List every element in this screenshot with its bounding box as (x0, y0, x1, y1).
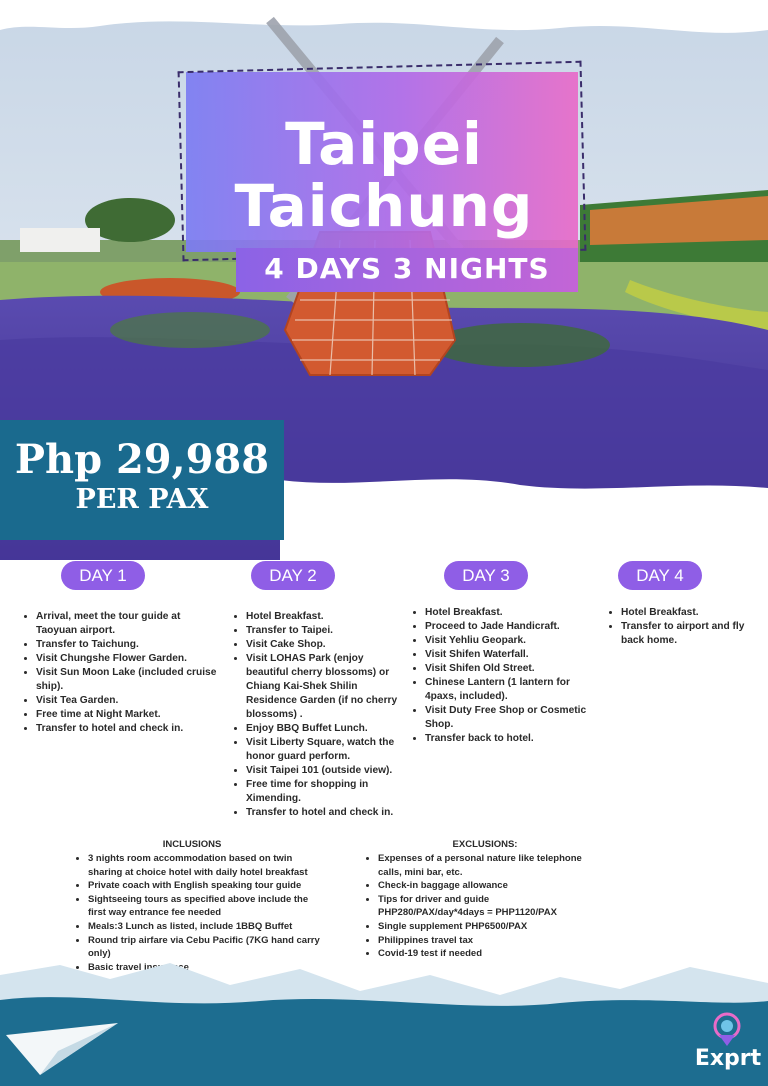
title-line-2: Taichung (234, 172, 534, 240)
list-item: • Covid-19 test if needed (378, 947, 588, 961)
list-item: • Chinese Lantern (1 lantern for 4paxs, included). (425, 676, 588, 704)
list-item: • Visit LOHAS Park (enjoy beautiful cherry blossoms) or Chiang Kai-Shek Shilin Residence Garden (if no cherry blossoms) . (246, 652, 398, 722)
list-item: • Transfer to Taichung. (36, 638, 224, 652)
list-item: • Visit Shifen Waterfall. (425, 648, 588, 662)
price-unit: PER PAX (75, 484, 209, 515)
list-item: • Visit Cake Shop. (246, 638, 398, 652)
brand-name: Exprt (694, 1046, 762, 1071)
list-item: • 3 nights room accommodation based on twin sharing at choice hotel with daily hotel breakfast (88, 852, 326, 879)
list-item: • Hotel Breakfast. (246, 610, 398, 624)
list-item: • Transfer to Taipei. (246, 624, 398, 638)
day-1-itinerary (24, 610, 224, 736)
list-item: • Tips for driver and guide PHP280/PAX/day*4days = PHP1120/PAX (378, 893, 588, 920)
list-item: • Expenses of a personal nature like telephone calls, mini bar, etc. (378, 852, 588, 879)
list-item: • Visit Sun Moon Lake (included cruise ship). (36, 666, 224, 694)
day-2-itinerary (234, 610, 398, 820)
list-item: • Sightseeing tours as specified above include the first way entrance fee needed (88, 893, 326, 920)
list-item: • Visit Liberty Square, watch the honor guard perform. (246, 736, 398, 764)
inclusions-heading: INCLUSIONS (162, 839, 222, 850)
list-item: • Transfer to hotel and check in. (36, 722, 224, 736)
list-item: • Arrival, meet the tour guide at Taoyuan airport. (36, 610, 224, 638)
footer-wave (0, 955, 768, 1086)
day-1-pill: DAY 1 (61, 561, 145, 590)
list-item: • Visit Duty Free Shop or Cosmetic Shop. (425, 704, 588, 732)
day-2-pill: DAY 2 (251, 561, 335, 590)
list-item: • Transfer to hotel and check in. (246, 806, 398, 820)
list-item: • Meals:3 Lunch as listed, include 1BBQ Buffet (88, 920, 326, 934)
list-item: • Free time for shopping in Ximending. (246, 778, 398, 806)
list-item: • Transfer to airport and fly back home. (621, 620, 759, 648)
list-item: • Enjoy BBQ Buffet Lunch. (246, 722, 398, 736)
exclusions-heading: EXCLUSIONS: (452, 839, 518, 850)
exclusions-list (366, 852, 588, 961)
price-amount: Php 29,988 (14, 436, 270, 483)
list-item: • Free time at Night Market. (36, 708, 224, 722)
list-item: • Private coach with English speaking tour guide (88, 879, 326, 893)
title-line-1: Taipei (285, 110, 483, 178)
day-4-pill: DAY 4 (618, 561, 702, 590)
duration-label: 4 DAYS 3 NIGHTS (264, 252, 550, 285)
list-item: • Visit Chungshe Flower Garden. (36, 652, 224, 666)
list-item: • Visit Yehliu Geopark. (425, 634, 588, 648)
list-item: • Check-in baggage allowance (378, 879, 588, 893)
list-item: • Basic travel insurance (88, 961, 326, 975)
list-item: • Proceed to Jade Handicraft. (425, 620, 588, 634)
day-3-itinerary (413, 606, 588, 746)
location-pin-icon (686, 1010, 768, 1050)
list-item: • Hotel Breakfast. (621, 606, 759, 620)
list-item: • Hotel Breakfast. (425, 606, 588, 620)
list-item: • Philippines travel tax (378, 934, 588, 948)
list-item: • Single supplement PHP6500/PAX (378, 920, 588, 934)
list-item: • Round trip airfare via Cebu Pacific (7KG hand carry only) (88, 934, 326, 961)
list-item: • Transfer back to hotel. (425, 732, 588, 746)
day-4-itinerary (609, 606, 759, 648)
day-3-pill: DAY 3 (444, 561, 528, 590)
list-item: • Visit Taipei 101 (outside view). (246, 764, 398, 778)
list-item: • Visit Tea Garden. (36, 694, 224, 708)
list-item: • Visit Shifen Old Street. (425, 662, 588, 676)
